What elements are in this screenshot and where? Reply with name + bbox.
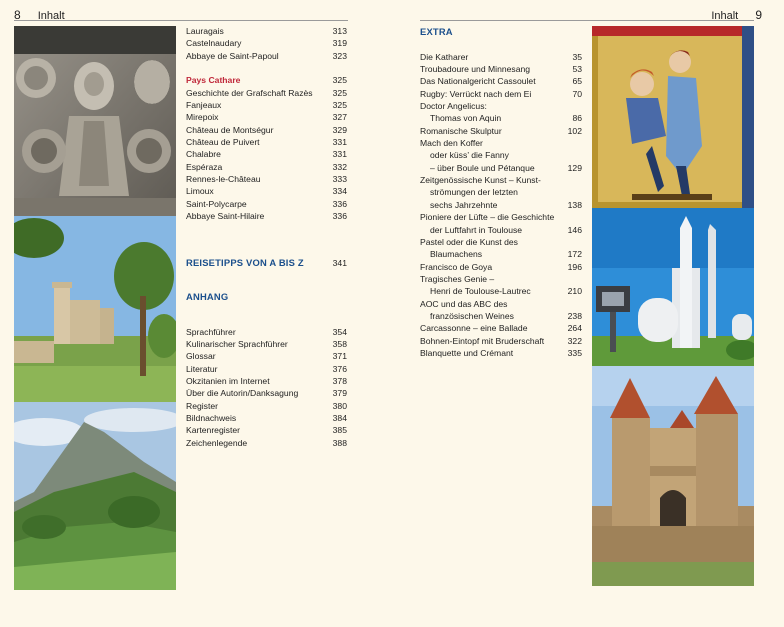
extra-toc-entry[interactable] (420, 186, 582, 198)
extra-toc-entry-page: 65 (572, 76, 582, 87)
toc-section-pays-cathare[interactable]: Pays Cathare 325 (186, 75, 347, 86)
toc-entry[interactable]: Kartenregister 385 (186, 425, 347, 436)
extra-toc-entry[interactable] (420, 224, 582, 236)
extra-toc-entry-title: Francisco de Goya (420, 261, 493, 272)
toc-entry[interactable]: Literatur 376 (186, 363, 347, 374)
toc-entry[interactable]: Mirepoix 327 (186, 112, 347, 123)
extra-toc-entry-title: Tragisches Genie – (420, 273, 495, 284)
extra-toc-entry-title: Die Katharer (420, 51, 469, 62)
extra-toc-entry[interactable] (420, 236, 582, 248)
extra-toc-entry-title: sechs Jahrzehnte (430, 199, 498, 210)
toc-entry[interactable]: Bildnachweis 384 (186, 412, 347, 423)
extra-toc-entry-page: 322 (567, 335, 582, 346)
extra-toc-entry-title: Troubadoure und Minnesang (420, 64, 531, 75)
extra-toc-entry[interactable] (420, 199, 582, 211)
extra-toc-entry-title: Carcassonne – eine Ballade (420, 323, 528, 334)
right-page-number: 9 (755, 8, 762, 22)
extra-toc-entry[interactable] (420, 261, 582, 273)
toc-entry[interactable]: Zeichenlegende 388 (186, 437, 347, 448)
toc-section-anhang: ANHANG (186, 291, 229, 303)
toc-entry[interactable]: Fanjeaux 325 (186, 100, 347, 111)
toc-entry[interactable]: Saint-Polycarpe 336 (186, 198, 347, 209)
extra-toc-entry-page: 196 (567, 261, 582, 272)
extra-toc-entry-page: 53 (572, 64, 582, 75)
extra-toc-column (420, 26, 582, 359)
toc-entry[interactable]: Abbaye Saint-Hilaire 336 (186, 211, 347, 222)
extra-toc-entry-title: der Luftfahrt in Toulouse (430, 224, 523, 235)
extra-toc-entry[interactable] (420, 347, 582, 359)
extra-toc-entry[interactable] (420, 322, 582, 334)
extra-toc-entry[interactable] (420, 174, 582, 186)
left-toc-column (186, 25, 347, 449)
toc-entry-abbaye-saint-papoul[interactable]: Abbaye de Saint-Papoul 323 (186, 50, 347, 61)
extra-toc-entry[interactable] (420, 149, 582, 161)
extra-toc-entry-title: Pioniere der Lüfte – die Geschichte (420, 212, 555, 223)
extra-toc-entry-title: französischen Weines (430, 310, 514, 321)
toc-entry-lauragais[interactable]: Lauragais 313 (186, 26, 347, 36)
toc-entry[interactable]: Okzitanien im Internet 378 (186, 375, 347, 386)
extra-toc-entry[interactable] (420, 63, 582, 75)
rocket-space-center-photo (592, 208, 754, 366)
toc-entry[interactable]: Geschichte der Grafschaft Razès 325 (186, 87, 347, 98)
left-page-title: Inhalt (37, 10, 65, 22)
extra-toc-entry-page: 35 (572, 51, 582, 62)
extra-toc-entry-page: 210 (567, 286, 582, 297)
left-header-rule (14, 20, 348, 21)
extra-toc-entry[interactable] (420, 100, 582, 112)
medieval-manuscript-photo (592, 26, 754, 208)
toc-entry[interactable]: Register 380 (186, 400, 347, 411)
extra-toc-entry-title: oder küss’ die Fanny (430, 150, 509, 161)
extra-toc-entry-title: Bohnen-Eintopf mit Bruderschaft (420, 335, 545, 346)
extra-toc-entry-page: 86 (572, 113, 582, 124)
extra-toc-entry[interactable] (420, 75, 582, 87)
carcassonne-fortress-photo (592, 366, 754, 586)
extra-toc-entry-title: Das Nationalgericht Cassoulet (420, 76, 536, 87)
toc-entry[interactable]: Sprachführer 354 (186, 326, 347, 337)
extra-toc-list (420, 51, 582, 360)
extra-toc-entry-page: 172 (567, 249, 582, 260)
extra-toc-entry-title: Rugby: Verrückt nach dem Ei (420, 88, 532, 99)
toc-entry[interactable]: Espéraza 332 (186, 161, 347, 172)
extra-toc-entry-page: 238 (567, 310, 582, 321)
toc-entry-castelnaudary[interactable]: Castelnaudary 319 (186, 38, 347, 49)
extra-toc-entry[interactable] (420, 88, 582, 100)
extra-toc-entry-page: 146 (567, 224, 582, 235)
extra-toc-entry-page: 264 (567, 323, 582, 334)
toc-entry[interactable]: Château de Puivert 331 (186, 137, 347, 148)
toc-section-extra: EXTRA (420, 26, 453, 37)
extra-toc-entry-title: Henri de Toulouse-Lautrec (430, 286, 531, 297)
right-page-title: Inhalt (711, 10, 739, 22)
extra-toc-entry-title: Thomas von Aquin (430, 113, 502, 124)
extra-toc-entry[interactable] (420, 125, 582, 137)
extra-toc-entry-title: Pastel oder die Kunst des (420, 236, 518, 247)
left-page-number: 8 (14, 8, 21, 22)
extra-toc-entry[interactable] (420, 298, 582, 310)
toc-entry[interactable]: Über die Autorin/Danksagung 379 (186, 388, 347, 399)
extra-toc-entry-title: Zeitgenössische Kunst – Kunst- (420, 175, 541, 186)
chateau-tower-photo (14, 216, 176, 402)
extra-toc-entry[interactable] (420, 112, 582, 124)
extra-toc-entry[interactable] (420, 310, 582, 322)
extra-toc-entry-page: 102 (567, 125, 582, 136)
toc-section-reisetipps[interactable]: REISETIPPS VON A BIS Z 341 (186, 256, 347, 268)
toc-entry[interactable]: Kulinarischer Sprachführer 358 (186, 338, 347, 349)
toc-entry[interactable]: Rennes-le-Château 333 (186, 174, 347, 185)
extra-toc-entry[interactable] (420, 335, 582, 347)
extra-toc-entry[interactable] (420, 273, 582, 285)
toc-entry[interactable]: Chalabre 331 (186, 149, 347, 160)
extra-toc-entry-page: 138 (567, 199, 582, 210)
mountain-landscape-photo (14, 402, 176, 590)
toc-entry[interactable]: Limoux 334 (186, 186, 347, 197)
toc-entry[interactable]: Château de Montségur 329 (186, 124, 347, 135)
extra-toc-entry[interactable] (420, 285, 582, 297)
toc-entry[interactable]: Glossar 371 (186, 351, 347, 362)
extra-toc-entry-title: Blanquette und Crémant (420, 347, 514, 358)
extra-toc-entry-title: Doctor Angelicus: (420, 101, 487, 112)
romanesque-sculpture-photo (14, 26, 176, 216)
extra-toc-entry-title: Romanische Skulptur (420, 125, 502, 136)
extra-toc-entry[interactable] (420, 248, 582, 260)
extra-toc-entry-title: – über Boule und Pétanque (430, 162, 535, 173)
extra-toc-entry-page: 335 (567, 347, 582, 358)
extra-toc-entry-page: 129 (567, 162, 582, 173)
extra-toc-entry-title: Blaumachens (430, 249, 483, 260)
extra-toc-entry[interactable] (420, 211, 582, 223)
extra-toc-entry-page: 70 (572, 88, 582, 99)
extra-toc-entry[interactable] (420, 162, 582, 174)
extra-toc-entry-title: Mach den Koffer (420, 138, 483, 149)
extra-toc-entry[interactable] (420, 137, 582, 149)
extra-toc-entry-title: strömungen der letzten (430, 187, 518, 198)
extra-toc-entry-title: AOC und das ABC des (420, 298, 508, 309)
right-header-rule (420, 20, 754, 21)
extra-toc-entry[interactable] (420, 51, 582, 63)
